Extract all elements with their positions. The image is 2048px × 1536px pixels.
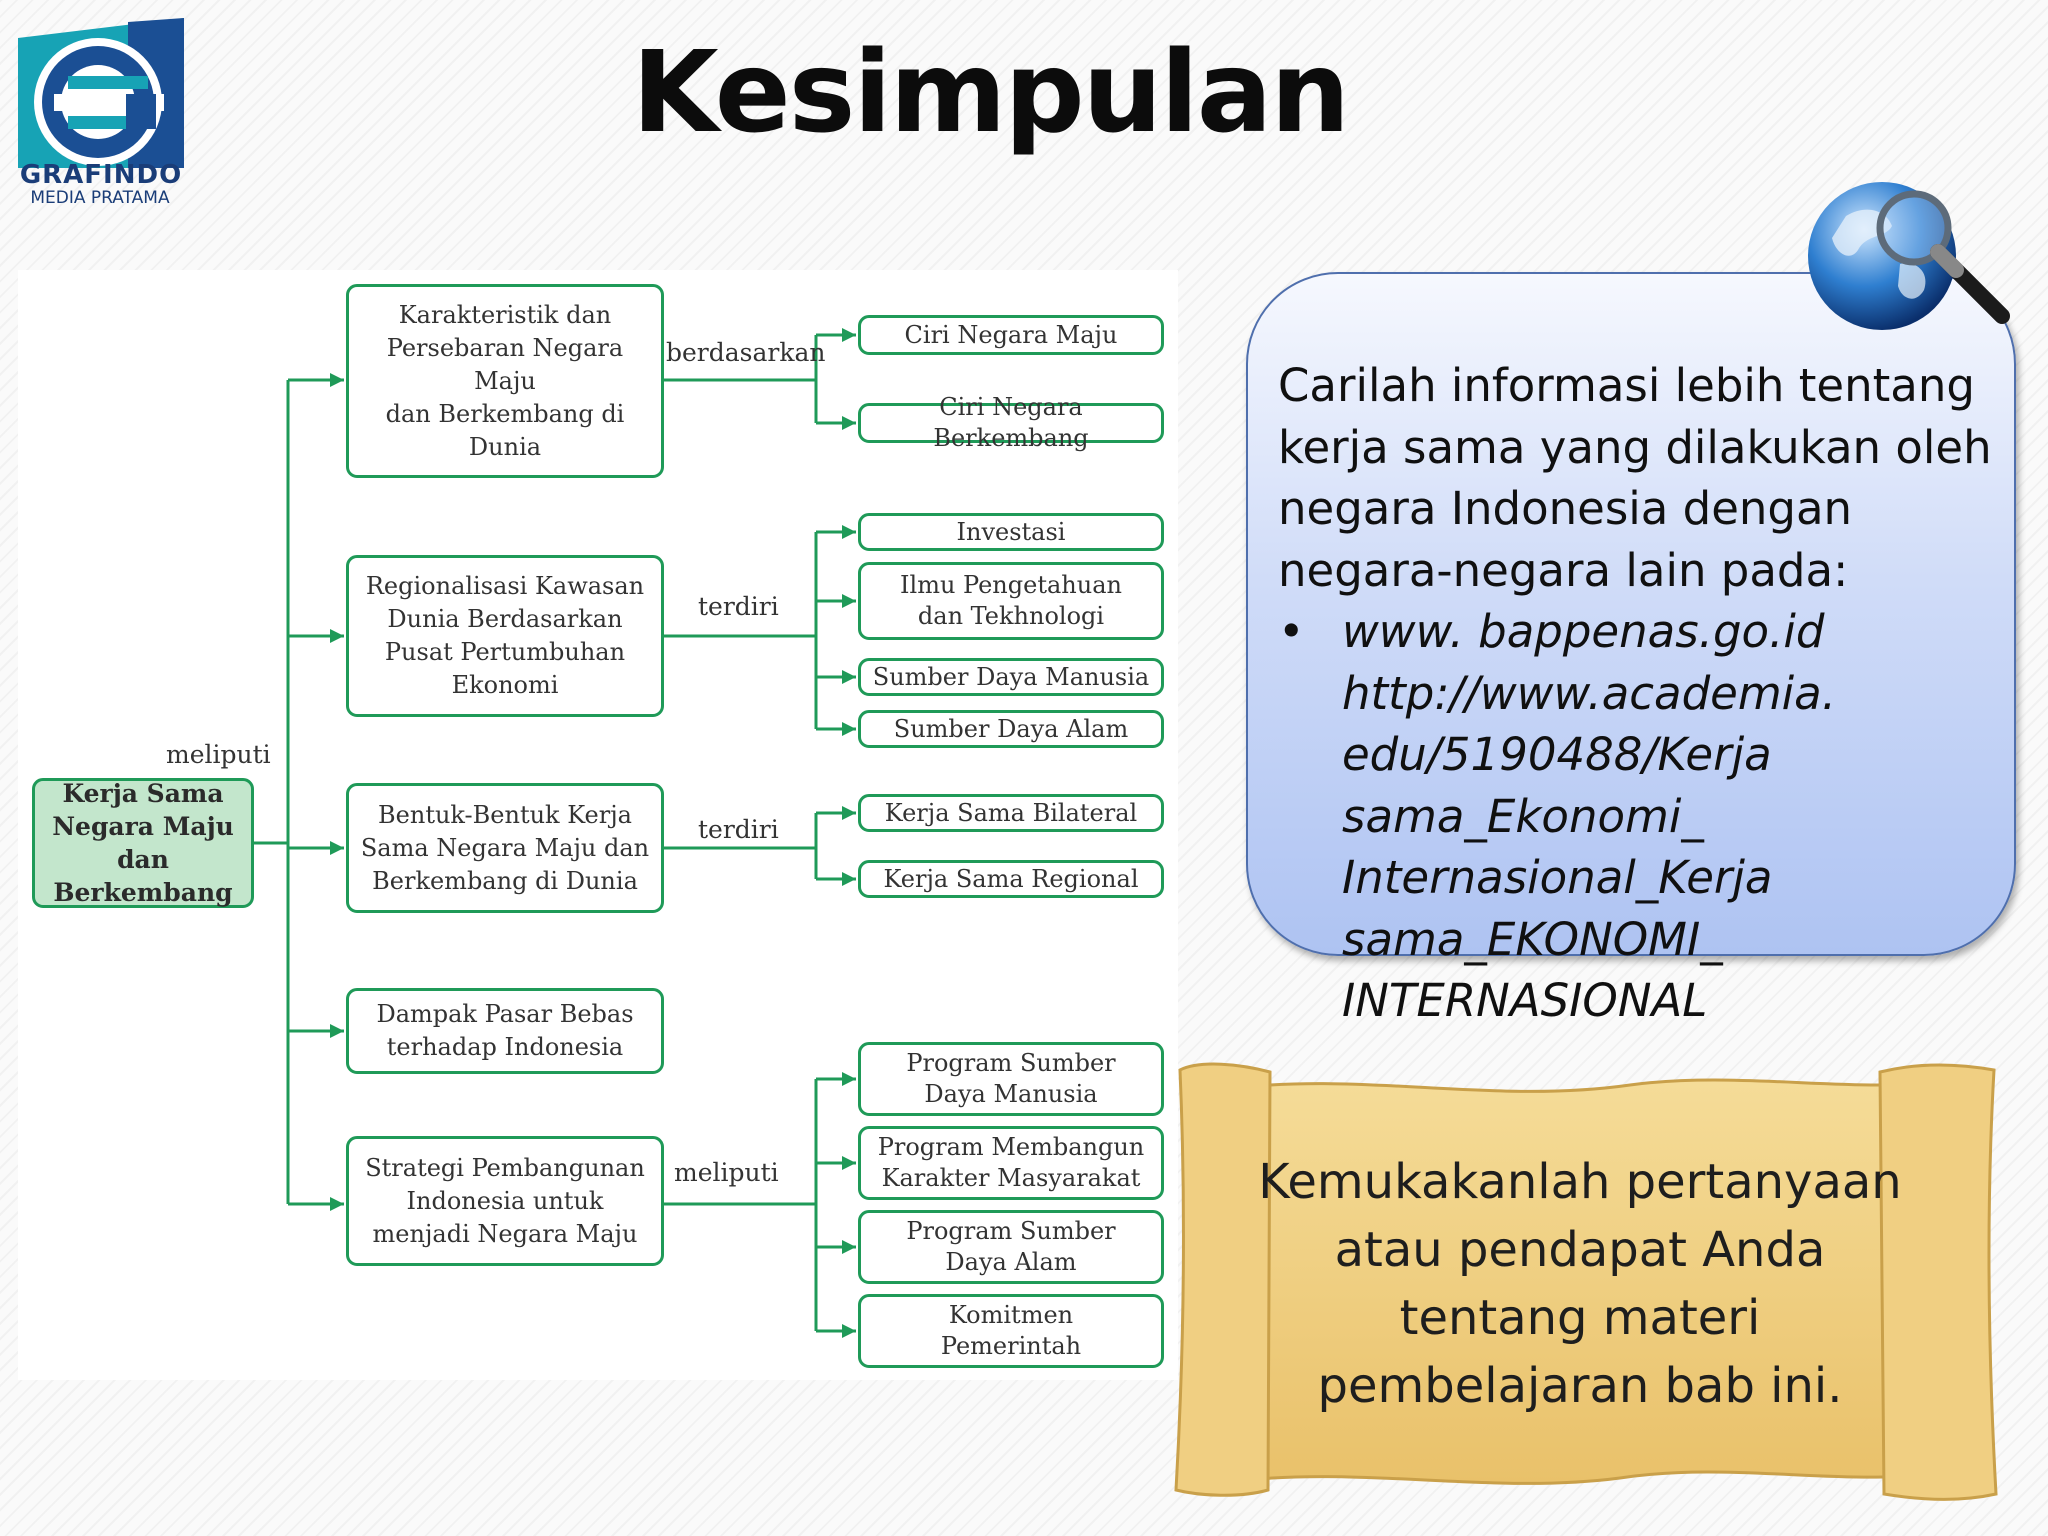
leaf-node: Investasi: [858, 513, 1164, 551]
root-node: Kerja Sama Negara Maju dan Berkembang: [32, 778, 254, 908]
leaf-node: Program Sumber Daya Manusia: [858, 1042, 1164, 1116]
leaf-node: Ilmu Pengetahuan dan Tekhnologi: [858, 562, 1164, 640]
logo-tagline: MEDIA PRATAMA: [30, 188, 170, 208]
topic-arrowhead: [330, 1024, 344, 1038]
topic-arrowhead: [330, 1197, 344, 1211]
scroll-prompt: Kemukakanlah pertanyaan atau pendapat Anda tentang materi pembelajaran bab ini.: [1258, 1154, 1902, 1414]
leaf-node: Program Sumber Daya Alam: [858, 1210, 1164, 1284]
info-link-item: • www. bappenas.go.id http://www.academia. edu/5190488/Kerja sama_Ekonomi_ Internasional_Kerja sama_EKONOMI_ INTERNASIONAL: [1278, 601, 1998, 1032]
leaf-node: Sumber Daya Alam: [858, 710, 1164, 748]
topic-node: Dampak Pasar Bebas terhadap Indonesia: [346, 988, 664, 1074]
topic-arrowhead: [330, 373, 344, 387]
leaf-arrowhead: [842, 594, 856, 608]
leaf-arrowhead: [842, 1324, 856, 1338]
leaf-node: Sumber Daya Manusia: [858, 658, 1164, 696]
topic-arrowhead: [330, 629, 344, 643]
topic-connector-label: meliputi: [674, 1158, 779, 1187]
leaf-arrowhead: [842, 525, 856, 539]
leaf-node: Program Membangun Karakter Masyarakat: [858, 1126, 1164, 1200]
concept-map: [18, 270, 1178, 1380]
leaf-arrowhead: [842, 872, 856, 886]
leaf-node: Ciri Negara Berkembang: [858, 403, 1164, 443]
leaf-arrowhead: [842, 1072, 856, 1086]
logo-name: GRAFINDO: [19, 160, 183, 190]
topic-node: Regionalisasi Kawasan Dunia Berdasarkan Pusat Pertumbuhan Ekonomi: [346, 555, 664, 717]
topic-connector-label: terdiri: [698, 592, 779, 621]
topic-node: Strategi Pembangunan Indonesia untuk menjadi Negara Maju: [346, 1136, 664, 1266]
slide-title: Kesimpulan: [631, 28, 1349, 158]
leaf-node: Ciri Negara Maju: [858, 315, 1164, 355]
info-content: [1278, 355, 1998, 1032]
globe-magnifier-icon: [1806, 176, 2016, 336]
root-connector-label: meliputi: [166, 740, 271, 769]
leaf-node: Komitmen Pemerintah: [858, 1294, 1164, 1368]
leaf-node: Kerja Sama Bilateral: [858, 794, 1164, 832]
leaf-node: Kerja Sama Regional: [858, 860, 1164, 898]
leaf-arrowhead: [842, 806, 856, 820]
leaf-arrowhead: [842, 722, 856, 736]
info-paragraph: Carilah informasi lebih tentang kerja sama yang dilakukan oleh negara Indonesia dengan negara-negara lain pada:: [1278, 359, 1992, 597]
topic-connector-label: terdiri: [698, 815, 779, 844]
topic-node: Karakteristik dan Persebaran Negara Maju dan Berkembang di Dunia: [346, 284, 664, 478]
info-link-list: [1278, 601, 1998, 1032]
leaf-arrowhead: [842, 1240, 856, 1254]
leaf-arrowhead: [842, 670, 856, 684]
topic-node: Bentuk-Bentuk Kerja Sama Negara Maju dan Berkembang di Dunia: [346, 783, 664, 913]
leaf-arrowhead: [842, 416, 856, 430]
topic-arrowhead: [330, 841, 344, 855]
leaf-arrowhead: [842, 328, 856, 342]
leaf-arrowhead: [842, 1156, 856, 1170]
topic-connector-label: berdasarkan: [666, 338, 826, 367]
